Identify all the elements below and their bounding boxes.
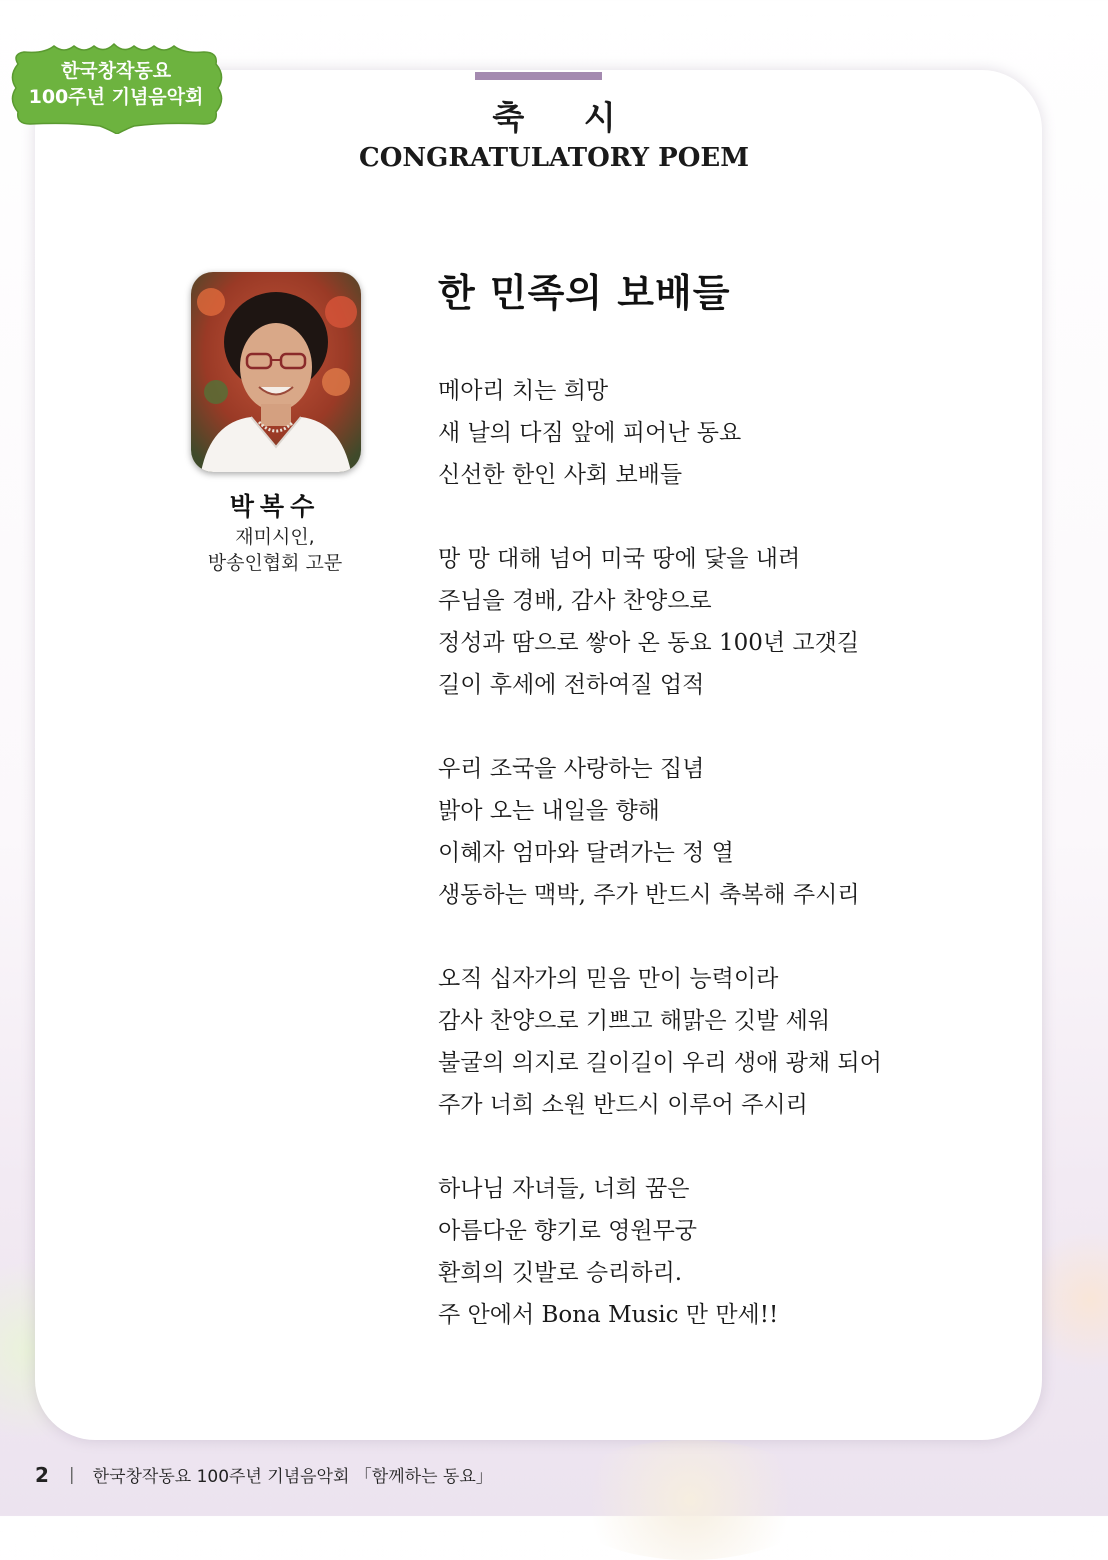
poem-line: 메아리 치는 희망 — [438, 378, 609, 404]
poem-line: 불굴의 의지로 길이길이 우리 생애 광채 되어 — [438, 1050, 882, 1076]
page-number: 2 — [35, 1462, 49, 1487]
poem-line: 환희의 깃발로 승리하리. — [438, 1260, 683, 1286]
poem-line: 오직 십자가의 믿음 만이 능력이라 — [438, 966, 779, 992]
poem-stanza-5 — [438, 1168, 998, 1336]
poem-line: 신선한 한인 사회 보배들 — [438, 462, 683, 488]
poem-title: 한 민족의 보배들 — [438, 270, 731, 315]
header-accent-bar — [475, 72, 602, 80]
poem-line: 밝아 오는 내일을 향해 — [438, 798, 660, 824]
poem-stanza-3 — [438, 748, 998, 916]
poem-line: 정성과 땀으로 쌓아 온 동요 100년 고갯길 — [438, 630, 860, 656]
author-name: 박복수 — [229, 492, 321, 521]
poem-line: 우리 조국을 사랑하는 집념 — [438, 756, 705, 782]
poem-line: 새 날의 다짐 앞에 피어난 동요 — [438, 420, 742, 446]
author-role — [155, 524, 395, 576]
page-title-english: CONGRATULATORY POEM — [359, 143, 749, 173]
poem-line: 이혜자 엄마와 달려가는 정 열 — [438, 840, 734, 866]
poem-line: 주가 너희 소원 반드시 이루어 주시리 — [438, 1092, 808, 1118]
poem-line: 아름다운 향기로 영원무궁 — [438, 1218, 698, 1244]
poem-line: 길이 후세에 전하여질 업적 — [438, 672, 705, 698]
page-title-korean: 축 시 — [492, 98, 640, 137]
badge-line-2: 100주년 기념음악회 — [28, 86, 204, 108]
poem-line: 주님을 경배, 감사 찬양으로 — [438, 588, 712, 614]
author-portrait-image — [191, 272, 361, 472]
author-photo — [191, 272, 361, 472]
poem-line: 주 안에서 Bona Music 만 만세!! — [438, 1302, 779, 1328]
poem-stanza-4 — [438, 958, 998, 1126]
poem-body — [438, 370, 998, 1378]
poem-line: 생동하는 맥박, 주가 반드시 축복해 주시리 — [438, 882, 860, 908]
author-role-line-1: 재미시인, — [235, 526, 315, 548]
author-role-line-2: 방송인협회 고문 — [207, 552, 343, 574]
footer-text: 한국창작동요 100주년 기념음악회 「함께하는 동요」 — [92, 1467, 493, 1487]
poem-stanza-1 — [438, 370, 998, 496]
poem-line: 망 망 대해 넘어 미국 땅에 닻을 내려 — [438, 546, 801, 572]
page-footer — [35, 1462, 493, 1487]
footer-separator: | — [68, 1464, 75, 1485]
background-glow-bottom — [560, 1440, 820, 1560]
badge-line-1: 한국창작동요 — [60, 60, 172, 82]
poem-line: 감사 찬양으로 기쁘고 해맑은 깃발 세워 — [438, 1008, 831, 1034]
poem-line: 하나님 자녀들, 너희 꿈은 — [438, 1176, 690, 1202]
poem-stanza-2 — [438, 538, 998, 706]
